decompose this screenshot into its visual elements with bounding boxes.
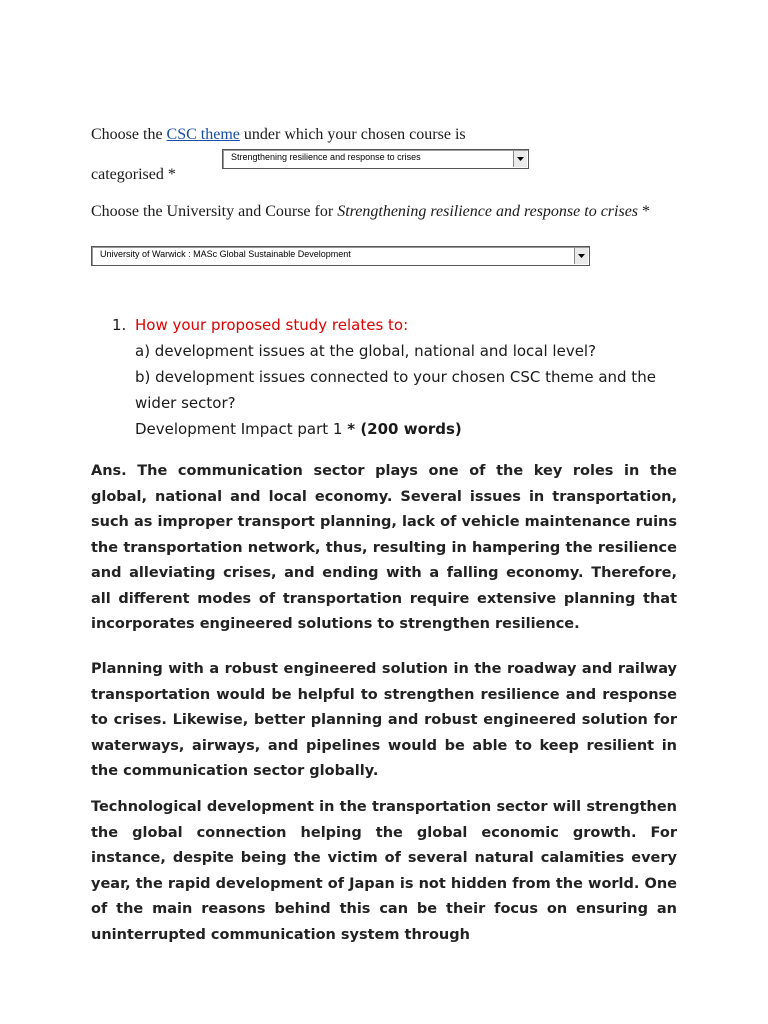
question-1-part-b-line1: b) development issues connected to your chosen CSC theme and the [135, 368, 656, 386]
theme-question-suffix: under which your chosen course is [243, 126, 466, 143]
answer-paragraph-2: Planning with a robust engineered solution in the roadway and railway transportation would be helpful to strengthen resilience and response to crises. Likewise, better planning and robust engineered solution for waterways, airways, and pipelines would be able to keep resilient in the communication sector globally. [91, 661, 677, 779]
question-1-number: 1. [112, 316, 127, 334]
chevron-down-icon[interactable] [513, 151, 527, 167]
csc-theme-link[interactable]: CSC theme [166, 126, 240, 143]
question-1-part-b-line2: wider sector? [135, 394, 236, 412]
development-impact-label: Development Impact part 1 * (200 words) [135, 420, 462, 438]
course-question-prefix: Choose the University and Course for [91, 203, 334, 220]
theme-question-prefix: Choose the [91, 126, 163, 143]
course-select-value: University of Warwick : MASc Global Sustainable Development [100, 249, 351, 259]
chevron-down-icon[interactable] [574, 248, 588, 264]
theme-select-value: Strengthening resilience and response to crises [231, 152, 421, 162]
answer-paragraph-3: Technological development in the transportation sector will strengthen the global connection helping the global economic growth. For instance, despite being the victim of several natural calamities every year, the rapid development of Japan is not hidden from the world. One of the main reasons behind this can be their focus on ensuring an uninterrupted communication system through [91, 799, 677, 943]
question-1-block [135, 312, 675, 442]
course-question-theme: Strengthening resilience and response to crises [337, 203, 639, 220]
theme-question-line2: categorised * [91, 166, 176, 183]
course-select[interactable] [91, 246, 590, 266]
theme-question-line1 [91, 126, 466, 144]
course-question [91, 200, 691, 223]
answer-paragraph-1: Ans. The communication sector plays one of the key roles in the global, national and local economy. Several issues in transportation, such as improper transport planning, lack of vehicle maintenance ruins the transportation network, thus, resulting in hampering the resilience and alleviating crises, and ending with a falling economy. Therefore, all different modes of transportation require extensive planning that incorporates engineered solutions to strengthen resilience. [91, 463, 677, 632]
theme-select[interactable] [222, 149, 529, 169]
course-question-asterisk: * [642, 203, 651, 220]
question-1-part-a: a) development issues at the global, national and local level? [135, 342, 597, 360]
answer-label: Ans. [91, 463, 127, 479]
question-1-title: How your proposed study relates to: [135, 316, 409, 334]
